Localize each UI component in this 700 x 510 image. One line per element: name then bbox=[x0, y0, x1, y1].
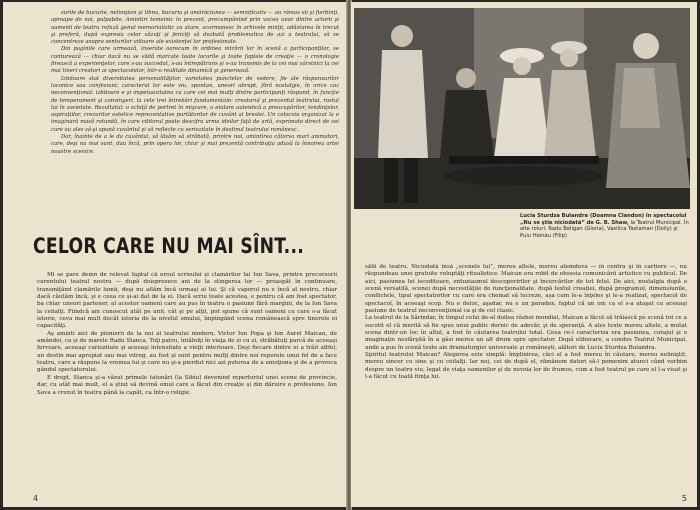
intro-paragraph: surile de bucurie, nelinişten şi tihna, bucuria şi amărăciunea — semnificativ — au rămas vii şi fierbinţi, aproape de noi, palpabile. Amintiri temeinic în prezent, precumpănind prin vocea unor dintre actorii şi oamenii de teatru refuză genul memorialistic ca atare, scormonesc în arhivele minţii, adăstarea în trecut şi preferă, după expresia celor văzuţi şi fericiţi să dezbată problematica de azi a teatrului, să se concentreze asupra senturilor viitoare ale existenţei lor profesionale. bbox=[51, 10, 339, 46]
body-paragraph: sălii de teatru. Niciodată însă „scenele lui”, mereu altele, mereu atemdeva — în centru şi în cartiere —, nu răspundeau unei gratuite voluptăţi ritualistice. Maican era robit de obsesia comunicării artistice cu publicul. De aici, pasiunea lui iscoditoare, entuziasmul descoperirilor şi încercărilor de tot felul. De aici, nostalgia după o scenă versatilă, scenei după necesităţile de funcţionalitate, după textul creaţiei, după programul, dimensiunile, conflictele, tipul spectatorilor cu care era chemat să lucreze, aşa cum le-a înţeles şi le-a realizat, spectacol de spectacol, în aceeaşi scop. Nu e deloc, aşadar, nu e un paradox, faptul că un om ca el s-a ataşat cu aceeaşi pasiune de teatrul neconvenţional ca şi de cel clasic. bbox=[365, 264, 687, 315]
stage-photo bbox=[354, 8, 690, 209]
right-page bbox=[351, 2, 697, 507]
intro-paragraph: Dar, înainte de a le da cuvântul, să lăsăm să străbată, printre noi, amintirea câtorva mari animatori, care, deşi nu mai sunt, dau încă, prin opera lor, chiar şi mai prezentă contribuţia adusă la înnoirea artei noastre scenice. bbox=[51, 134, 339, 155]
left-body-text bbox=[37, 272, 337, 494]
body-paragraph: E drept, Stanca şi-a văzut primele tatonări (la Sibiu) devenind repertoriul unei scene de provincie, dar, cu atât mai mult, el a ştiut să devină omul care a făcut din creaţie şi din dăruire o profesiune. Ion Sava a crezut în teatru până la capăt, ca într-o religie. bbox=[37, 374, 337, 396]
body-paragraph: Spiritul teatrului Maican? Alegerea este simplă: împlinirea, căci el a fost mereu în căutare, mereu neliniştit, mereu sincer cu sine şi cu ceilalţi. Iar noi, cei de după el, rămânem datori să-l pomenim atunci când vorbim despre un teatru viu, legat de viaţa oamenilor şi de nevoia lor de frumos, cum a fost teatrul pe care el l-a visat şi l-a făcut cu toată fiinţa lui. bbox=[365, 352, 687, 381]
body-paragraph: Aş aminti aici de pionierii de la noi ai teatrului modern, Victor Ion Popa şi Ion Aurel Maican, de amândoi, ca şi de marele Radu Stanca. Toţi patru, întâlniţi în viaţa de zi cu zi, străbătuţi parcă de aceeaşi fervoare, aceeaşi curiozitate şi aceeaşi intensitate a vieţii interioare. Deşi fiecare dintre ei a trăit altfel, un destin mai apropiat sau mai vitreg, au fost şi sunt pentru mulţi dintre noi reperele unui fel de a face teatru, care a răspuns la vremea lui şi care nu şi-a pierdut nici azi puterea de a emoţiona şi de a provoca gândul spectatorului. bbox=[37, 330, 337, 374]
body-paragraph: Mi se pare demn de relevat faptul că eroul scrisului şi clamărilor lui Ion Sava, printre precursorii curentului teatral nostru — după doisprezece ani de la stingerea lor — proaspăt în continuare, transmiţând clamările lumii, deşi nu aflăm încă urmaşi ai lui. Şi că vaporul nu e încă al nostru, chiar dacă căutăm încă, şi e ceea ce şi-ai dat de la ei. Dacă scriu toate acestea, e pentru că am fost spectator, ba chiar uneori partener, al acestor oameni care au pus în teatru o pasiune fără margini, de la Ion Sava la ceilalţi. Fiindcă am cunoscut atât pe unii, cât şi pe alţii, pot spune că sunt oameni cu care s-a făcut istorie, ceva mai mult decât istoria de la nivelul omului, împingând scena românească spre tinerele ei capacităţi. bbox=[37, 272, 337, 330]
photo-illustration bbox=[354, 8, 690, 209]
page-number-right: 5 bbox=[681, 494, 687, 503]
intro-paragraph: Din paginile care urmează, inserate oarecum în ordinea intrării lor în scenă a participanţilor, se conturează — chiar dacă nu se vădă marcate toate locurile şi toate faptele de creaţie — o cronologie firească a experienţelor, care s-au succedat, s-au întrepătruns şi s-au transmis de la cei mai vârstnici la cei mai tineri creatori ai spectacolelor, într-o realitate dinamică şi generoasă. bbox=[51, 46, 339, 75]
caption-rest: la Teatrul Municipal. În alte roluri: Radu Beligan (Gloria), Vasilica Tastaman (Dolly) şi Puiu Hoinău (Filip) bbox=[520, 219, 689, 239]
page-number-left: 4 bbox=[33, 494, 39, 503]
left-page bbox=[3, 2, 348, 507]
body-paragraph: La teatrul de la Sărindar, în timpul celui de-al doilea război mondial, Maican a făcut să trăiască pe scenă tot ce a socotit el că merită să fie spus unui public dornic de adevăr, şi de speranţă. A ales texte mereu altele, a mutat scena dintr-un loc în altul, a fost în căutarea teatrului total. Ceea ce-l caracteriza era pasiunea, curajul şi o imaginaţie nesfârşită în a găsi mereu un alt drum spre spectator. După eliberare, a condus Teatrul Municipal, unde a pus în scenă texte ale dramaturgiei universale şi româneşti, alături de Lucia Sturdza Bulandra. bbox=[365, 315, 687, 351]
intro-paragraph: Izbitoare stat diversitatea personalităţilor, varietatea punctelor de vedere, fie ale răspunsurilor laconice sau confesiuni; caracterul lor este viu, spontan, uneori abrupt, fără nostalgie, în orice caz neconvenţional: izbitoare e şi impetuozitatea cu care cei mai mulţi dintre participanţi răspund, în funcţie de temperament şi convingeri, la cele trei întrebări fundamentale: creatorul şi prezentul teatrului, rostul lui în societate. Rezultatul: o schiţă de portret în mişcare, o etalare autentică a preocupărilor, tendinţelor, aspiraţiilor, crezurilor estetice reprezentative purtătorilor de cuvânt ai breslei. Un colocviu organizat la o imaginară masă rotundă, în care cititorul poate descifra urma ideilor faţă de artă, exprimate direct de cei care au ales să-şi spună cuvântul şi să reflecte cu seriozitate în destinul teatrului românesc. bbox=[51, 75, 339, 133]
right-body-text bbox=[365, 264, 687, 500]
intro-text bbox=[51, 10, 339, 220]
photo-caption bbox=[520, 213, 690, 239]
article-heading: CELOR CARE NU MAI SÎNT... bbox=[33, 234, 305, 258]
caption-lead: Lucia Sturdza Bulandra (Doamna Clandon) în spectacolul „Nu se ştie niciodată” de G. B. Shaw, bbox=[520, 213, 687, 226]
